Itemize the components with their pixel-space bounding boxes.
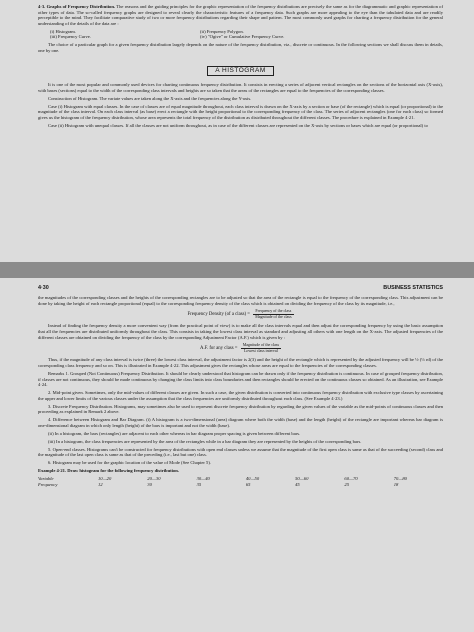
- graph-type-list: [50, 29, 443, 40]
- table-cell: 70—80: [393, 476, 407, 482]
- remark-2: 2. Mid-point given. Sometimes, only the mid-values of different classes are given. In such a case, the given distribution is converted into continuous frequency distribution with exclusive type classes by ascertaining the upper and lower limits of the various classes under the assumption that the class frequencies are uniformly distributed throughout each class. (See Example 4·23.): [38, 390, 443, 401]
- example-4-21-heading: Example 4·21. Draw histogram for the following frequency distribution.: [38, 468, 179, 474]
- table-row: [38, 482, 443, 488]
- page1-text-block: [38, 4, 443, 131]
- table-cell: 20—30: [147, 476, 161, 482]
- formula-fraction: [253, 309, 293, 319]
- formula-numerator: Magnitude of the class: [242, 342, 280, 348]
- running-header: [38, 285, 443, 291]
- table-cell: 10—20: [98, 476, 112, 482]
- table-cell: 18: [393, 482, 399, 488]
- remark-5: 5. Open-end classes. Histograms can't be constructed for frequency distributions with open end classes unless we assume that the magnitude of the first open class is same as that of the succeeding (second) class and the magnitude of the last open class is same as that of the preceding (i.e., last but one) class.: [38, 446, 443, 458]
- remark-4: 4. Difference between Histogram and Bar Diagram. (i) A histogram is a two-dimensional (area) diagram where both the width (base) and the length (height) of the rectangle are important whereas bar diagram is one-dimensional diagram in which only length (height) of the bars is important and not the width (base).: [38, 417, 443, 428]
- frequency-density-formula: [38, 309, 443, 319]
- table-cell: 40—50: [245, 476, 260, 482]
- table-cell: 30: [147, 482, 152, 488]
- formula-lhs: Frequency Density (of a class) =: [187, 312, 250, 318]
- row-label: Variable: [38, 476, 54, 482]
- remark-3: 3. Discrete Frequency Distribution. Histograms, may sometimes also be used to represent discrete frequency distribution by regarding the given values of the variable as the mid-points of continuous classes and then proceeding as explained in Remark 2 above.: [38, 403, 443, 415]
- table-cell: 35: [196, 482, 202, 488]
- page-number: 4·30: [38, 285, 49, 291]
- row-label: Frequency: [38, 482, 58, 488]
- list-item: (i) Histogram.: [50, 28, 77, 34]
- frequency-table: [38, 476, 443, 488]
- continuation-paragraph: the magnitudes of the corresponding classes and the heights of the corresponding rectangles are to be adjusted so that the area of the rectangle is equal to the frequency of the corresponding class. This adjustment can be done by taking the height of each rectangle proportional (equal) to the corresponding frequency density of the class which is obtained on dividing the frequency of the class by its magnitude, i.e.,: [38, 295, 443, 306]
- remark-4-ii: (ii) In a histogram, the bars (rectangles) are adjacent to each other whereas in bar diagram proper spacing is given between different bars.: [48, 430, 301, 436]
- book-page-upper: [0, 0, 474, 262]
- table-cell: 50—60: [295, 476, 309, 482]
- section-intro: The reasons and the guiding principles for the graphic representation of the frequency distributions are precisely the same as for the diagrammatic and graphic representation of other types of data. The so-called frequency graphs are designed to reveal clearly the characteristic features of a frequency data. Such graphs are more appealing to the eye than the tabulated data and are readily perceptible to the mind. They facilitate comparative study of two or more frequency distributions regarding their shape and pattern. The most commonly used graphs for charting a frequency distribution for the general understanding of the details of the data are :: [38, 4, 443, 26]
- formula-denominator: Lowest class interval: [243, 347, 278, 353]
- list-item: (iv) "Ogive" or Cumulative Frequency Curve.: [200, 34, 285, 40]
- remark-6: 6. Histogram may be used for the graphic location of the value of Mode (See Chapter 5).: [48, 460, 212, 466]
- table-cell: 65: [245, 482, 251, 488]
- remark-4-iii: (iii) In a histogram, the class frequencies are represented by the area of the rectangles while in a bar diagram they are represented by the heights of the corresponding bars.: [48, 438, 362, 444]
- section-title: 4·3. Graphs of Frequency Distribution.: [38, 4, 116, 9]
- case-unequal-classes-paragraph: Case (ii) Histogram with unequal classes. If all the classes are not uniform throughout, as in case of the different classes are represented on the X-axis by sections or bases which are equal (or proportional) to: [48, 122, 428, 128]
- formula-numerator: Frequency of the class: [253, 309, 293, 315]
- remark-1: Remarks 1. Grouped (Not Continuous) Frequency Distribution. It should be clearly understood that histogram can be drawn only if the frequency distribution is continuous. In case of grouped frequency distribution, if classes are not continuous, they should be made continuous by changing the class limits into class boundaries and then rectangles should be erected on the continuous classes so obtained. As an illustration, see Example 4·24.: [38, 370, 443, 388]
- histogram-intro-paragraph: It is one of the most popular and commonly used devices for charting continuous frequency distribution. It consists in erecting a series of adjacent vertical rectangles on the sections of the horizontal axis (X-axis), with bases (sections) equal to the width of the corresponding class intervals and heights are so taken that the areas of the rectangles are equal to the frequencies of the corresponding classes.: [38, 82, 443, 93]
- table-cell: 12: [98, 482, 103, 488]
- adjustment-example-paragraph: Thus, if the magnitude of any class interval is twice (three) the lowest class interval, the adjustment factor is 2(3) and the height of the rectangle which is represented by the adjusted frequency will be ½ (⅓ rd) of the corresponding class frequency and so on. This is illustrated in Example 4·22. This adjustment gives the rectangles whose areas are equal to the frequencies of the corresponding classes.: [38, 357, 443, 368]
- formula-lhs: A.F. for any class =: [199, 346, 238, 352]
- section-4-3-paragraph: [38, 4, 443, 26]
- book-page-lower: [0, 278, 474, 632]
- formula-denominator: Magnitude of the class: [255, 313, 292, 319]
- table-cell: 60—70: [344, 476, 358, 482]
- list-item: (ii) Frequency Polygon.: [200, 28, 244, 34]
- table-cell: 25: [344, 482, 349, 488]
- table-cell: 45: [295, 482, 300, 488]
- adjustment-paragraph: Instead of finding the frequency density a more convenient way (from the practical point of view) is to make all the class intervals equal and then adjust the corresponding frequency by using the basic assumption that all the frequencies are distributed uniformly throughout the class. This consists in taking the lowest class interval as standard and adjusting all others with one length on the X-axis. The adjusted frequencies of the different classes are obtained on dividing the frequency of the class by the corresponding Adjustment Factor (A.F.) which is given by :: [38, 323, 443, 340]
- page2-text-block: [38, 282, 443, 488]
- choice-paragraph: The choice of a particular graph for a given frequency distribution largely depends on the nature of the frequency distribution, viz., discrete or continuous. In the following sections we shall discuss them in details, one by one.: [38, 41, 443, 53]
- histogram-heading: A HISTOGRAM: [207, 66, 274, 76]
- histogram-heading-box: [38, 59, 443, 77]
- construction-paragraph: Construction of Histogram. The variate values are taken along the X-axis and the frequencies along the Y-axis.: [48, 95, 252, 101]
- page-gap: [0, 262, 474, 278]
- list-row: [50, 34, 443, 40]
- adjustment-factor-formula: [38, 343, 443, 353]
- running-title: BUSINESS STATISTICS: [383, 285, 443, 291]
- formula-fraction: [241, 343, 281, 353]
- table-cell: 30—40: [196, 476, 210, 482]
- list-item: (iii) Frequency Curve.: [50, 34, 91, 40]
- case-equal-classes-paragraph: Case (i) Histogram with equal classes. In the case of classes are of equal magnitude throughout, each class interval is drawn on the X-axis by a section or base (of the rectangle) which is equal (or proportional) to the magnitude of the class interval. On each class interval (as base) erect a rectangle with the height proportional to the corresponding frequency of the class. The series of adjacent rectangles (one for each class) so formed gives us the histogram of the frequency distribution, whose area represents the total frequency of the distribution as distributed throughout the different classes. The procedure is explained in Example 4·21.: [38, 103, 443, 120]
